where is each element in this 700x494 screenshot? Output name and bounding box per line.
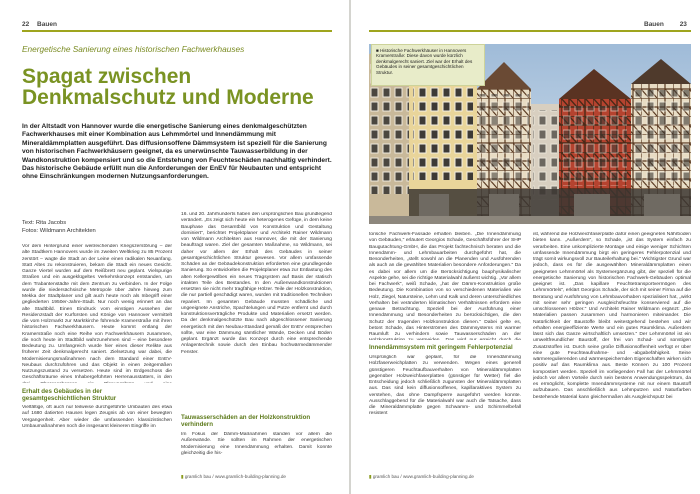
- right-col2-body: ist, während die Holzweichfaserplatte dafür einen geeigneten Nährboden bieten kann. „Außerdem", so Schade, „ist das System einfach zu verarbeiten. Eine unkomplizierte Montage und einige weniger Schichten umfassende Innendämmung birgt ein geringeres Fehlerpotenzial und trägt somit wirkungsvoll zur Bauteilerhaltung bei." Wichtigster Grund war jedoch, dass es für die ausgewählten Mineraldämmplatten einen geeigneten Lehmmörtel als Systemergänzung gibt, der speziell für die energetische Sanierung von historischen Fachwerk-Gebäuden optimal geeignet ist. „Das kapillare Feuchtetransportvermögen des Lehmmörtels", erklärt Georgios Schade, der sich mit seiner Firma auf die Beratung und Ausführung von Lehmbauvorhaben spezialisiert hat, „wirkt mit seiner sehr geringen Ausgleichsfeuchte konserviered auf die umschlossenen Hölzer." Und Architekt Rainer Wildmann ergänzt: „Die Materialien passen zusammen und harmonieren miteinander. Die Natürlichkeit der Baustoffe bleibt weitestgehend bestehen und wir erhalten energieeffiziente Werte und ein gutes Raumklima. Außerdem lässt sich das Ganze wirtschaftlich umsetzen." Der Lehmmörtel ist ein umweltfreundlicher Baustoff, der frei von Schad- und sonstigen Zusatzstoffen ist. Durch seine große Diffusionsoffenheit verfügt er über eine gute Feuchteaufnahme- und -abgabefähigkeit. Seine wärmeregulierenden und wärmespeichernden Eigenschaften wirken sich positiv auf das Raumklima aus. Beste Können zu 100 Prozent kompostiert werden. Speziell im vorliegenden Fall hat der Lehmmörtel jedoch vor allem Vorteile durch sein bestens Anwendungsspektrum, da es ermöglicht, komplette Innendämmsysteme mit nur einem Baustoff aufzubauen. Das anschließlich aus Lehmputzen und Naturfarben bestehende Material kann gleichermaßen als Ausgleichsputz bei: [533, 232, 691, 400]
- photo-credit: Fotos: Wildmann Architekten: [22, 228, 96, 234]
- caption-marker: ■: [376, 48, 381, 53]
- article-title: [22, 66, 332, 108]
- right-col1-subhead: Innendämmsystem mit geringem Fehlerpotenzial: [369, 344, 513, 351]
- title-line-2: Denkmalschutz und Moderne: [22, 86, 314, 109]
- left-page: [0, 0, 349, 494]
- header-rule: [369, 30, 691, 32]
- left-page-header: [22, 21, 57, 28]
- left-footer-text: gramlich bau / www.gramlich-building-planning.de: [184, 474, 286, 479]
- left-col1-body-2: Vielfältige, oft auch nur teilweise durchgeführte Umbauten des etwa auf 1680 datierten Hauses legen Zeugnis ab von einer bewegten Vergangenheit. Aber wieder die umfassenden klassizistischen Umbaumaßnahmen noch die insgesamt kleineren Eingriffe im: [22, 405, 172, 429]
- right-page-header: [644, 21, 687, 28]
- left-col1-body: Vor dem Hintergrund einer weitreichenden Kriegszerstörung – der alte Stadtkern Hannovers wurde im zweiten Weltkrieg zu 85 Prozent zerstört – wagte die Stadt an der Leine einen radikalen Neuanfang. Statt Altes zu rekonstruieren, bekam die Stadt ein neues Gesicht. Ganze Viertel wurden auf dem Reißbrett neu geplant. Vielspurige Straßen und ein ausgeklügeltes Verkehrskonzept entstanden, um dem Trabantenstädte mit dem Zentrum zu verbinden. In der Folge wurde die niedersächsische Metropole über Jahre hinweg zum Mekka der Stadtplaner und gilt auch heute noch als Inbegriff einer gegliederten 1950er-Jahre-Stadt. Nur noch wenig erinnert an das alte Stadtbild. Einen Eindruck vom einstigen Aussehen der Residenzstadt der Kurfürsten und Könige von Hannover vermittelt die vom Holzmarkt zur Marktkirche führende Kramerstraße mit ihren historischen Fachwerkhäusern. Heute kommt entlang der Kramerstraße noch eine Reihe von Fachwerkhäusern zusammen, die noch heute im Stadtbild wahrzunehmen sind – eine besondere Bedeutung zu. Umfangreich wurde hier eines dieser Relikte aus früherer Zeit denkmalgerecht saniert. Zielsetzung war dabei, die Modernisierungsmaßnahmen nach dem Standard einer EnEV-Neubaus durchzuführen und das Objekt in einen zeitgemäßen Nutzungszustand zu versetzen. Heute sind im Erdgeschoss die Geschäftsräume eines Inhabergeführten Herrenausstatters, in den: [22, 244, 172, 381]
- page-number: 22: [22, 21, 30, 28]
- left-footer: ▮ gramlich bau / www.gramlich-building-planning.de: [181, 474, 286, 479]
- right-col1-body-2: Ursprünglich war geplant, für die Innendämmung Holzfaserweichplatten zu verwenden. Wegen eines generell günstigeren Feuchtaufbauverhalten von Mineraldämmplatten gegenüber Holzweichfaserplatten (günstiger für Wetter) fiel die Entscheidung jedoch schließlich zugunsten der Mineraldämmplatten aus. Das sind kein diffusionsoffenes, kapillaraktives System zu verstehen, das ohne Dampfsperre ausgeführt werden konnte. Ausschlaggebend für die Materialwahl war auch die Tatsache, dass die Mineraldämmplatte gegen Schwamm- und Schimmelbefall resistent: [369, 355, 521, 417]
- right-page: [351, 0, 700, 494]
- right-footer-text: gramlich bau / www.gramlich-building-planning.de: [372, 474, 474, 479]
- left-col2-body-2: Im Fokus der Dämm-Maßnahmen standen vor allem die Außenwände. Sie sollten im Rahmen der energetischen Modernisierung eine Innendämmung erhalten. Damit konnte gleichzeitig die his-: [181, 432, 332, 456]
- photo-caption: [376, 48, 480, 75]
- article-kicker: Energetische Sanierung eines historischen Fachwerkhauses: [22, 44, 245, 54]
- left-col2-subhead: Tauwasserschäden an der Holzkonstruktion verhindern: [181, 414, 311, 429]
- header-rule: [22, 30, 332, 32]
- left-col2-body: 16. und 20. Jahrhunderts haben den ursprünglichen Bau grundlegend verändert. „Es zeigt sich heute ein heterogenes Gefüge, in dem keine Bauphase das Gesamtbild von Konstruktion und Gestaltung dominiert", berichtet Projektplaner und Architekt Rainer Wildmann von Wildmann Architekten aus Hannover, die mit der Sanierung beauftragt waren. Ziel der gesamten Maßnahme, so Wildmann, sei daher vor allem der Erhalt des Gebäudes in seiner gesamtgeschichtlichen Struktur gewesen. Vor allem umfassende Schäden an der Gebäudekonstruktion erforderten eine grundlegende Sanierung. So entwickelten die Projektplaner etwa zur Entlastung des alten Kellergewölbes ein neues Tragsystem auf Basis der statisch intakten Teile des Bestandes. In den Außenwandkonstruktionen ersetzten sie nicht mehr tragfähige Hölzer. Teile der Holzkonstruktion, die nur partiell geschädigt waren, wurden mit traditionellen Techniken repariert. Im gesamten Gebäude mussten schädliche und ungeeignete Anstriche, Spachtelungen und Putze entfernt und durch konstruktionsverträgliche Produkte und Materialien ersetzt werden. Da der denkmalgeschützte Bau nach abgeschlossener Sanierung energetisch mit den Neubau-Standard gemäß der EnEV entsprechen sollte, war eine Dämmung sämtlicher Wände, Decken und Böden geplant. Ergänzt wurde das Konzept durch eine entsprechende Anlagentechnik sowie durch den Einbau hochwärmedämmender Fenster.: [181, 212, 332, 355]
- section-label: Bauen: [644, 21, 664, 28]
- text-credit: Text: Rita Jacobs: [22, 220, 67, 226]
- title-line-1: Spagat zwischen: [22, 65, 192, 88]
- right-col1-body: torische Fachwerk-Fassade erhalten bleiben. „Die Innendämmung von Gebäuden," erläutert Georgios Schade, Geschäftsführer der SHP Baugutachtung-GmbH, die das Projekt fachtechnisch beraten und die Innendämm- und Lehmbauarbeiten durchgeführt hat, die Besonderheiten, „stellt sowohl an die Planenden und Ausführenden als auch an die gewählten Materialien besondere Anforderungen." Da es dabei vor allem um die Berücksichtigung bauphysikalischer Aspekte gehe, sei die richtige Materialwahl äußerst wichtig. „Vor allem bei Fachwerk", weiß Schade, „hat der Dämm-Konstruktion große Bedeutung. Die Kombination von so verschiedenen Materialien wie Holz, Ziegel, Natursteine, Lehm und Kalk und deren unterschiedliches Verhalten bei veränderten klimatischen Verhältnissen erfordern eine genaue Betrachtung. Speziell bei der Ausführung einer Innendämmung und Besonderheiten zu berücksichtigen, die den Schutz der tragenden Holzkonstruktion dienen." Dabei gelte es, betont Schade, das Hinterströmen des Dämmsystems mit warmer Raumluft zu verhindern sowie Tauwasserschäden an der: [369, 232, 521, 337]
- right-footer: ▮ gramlich bau / www.gramlich-building-planning.de: [369, 474, 474, 479]
- section-label: Bauen: [37, 21, 57, 28]
- left-col1-subhead: Erhalt des Gebäudes in der gesamtgeschichtlichen Struktur: [22, 388, 117, 403]
- article-lead: In der Altstadt von Hannover wurde die energetische Sanierung eines denkmalgeschützten Fachwerkhauses mit einer Kombination aus Lehmmörtel und Innendämmung mit Mineraldämmplatten ausgeführt. Das diffusionsoffene Dämmsystem ist speziell für die Sanierung von historischen Fachwerkhäusern geeignet, da es unerwünschte Tauwasserbildung in der Wandkonstruktion kompensiert und so die Entstehung von Feuchteschäden nachhaltig verhindert. Das historische Gebäude erfüllt nun die Anforderungen der EnEV für Neubauten und entspricht ohne Einschränkungen modernen Nutzungsanforderungen.: [22, 123, 332, 181]
- photo-caption-box: [371, 44, 485, 86]
- caption-text: Historische Fachwerkhäuser in Hannovers Kramerstraße: Diese davon wurde kürzlich denkmalgerecht saniert. Ziel war der Erhalt des Gebäudes in seiner gesamtgeschichtlichen Struktur.: [376, 48, 473, 75]
- page-number: 23: [679, 21, 687, 28]
